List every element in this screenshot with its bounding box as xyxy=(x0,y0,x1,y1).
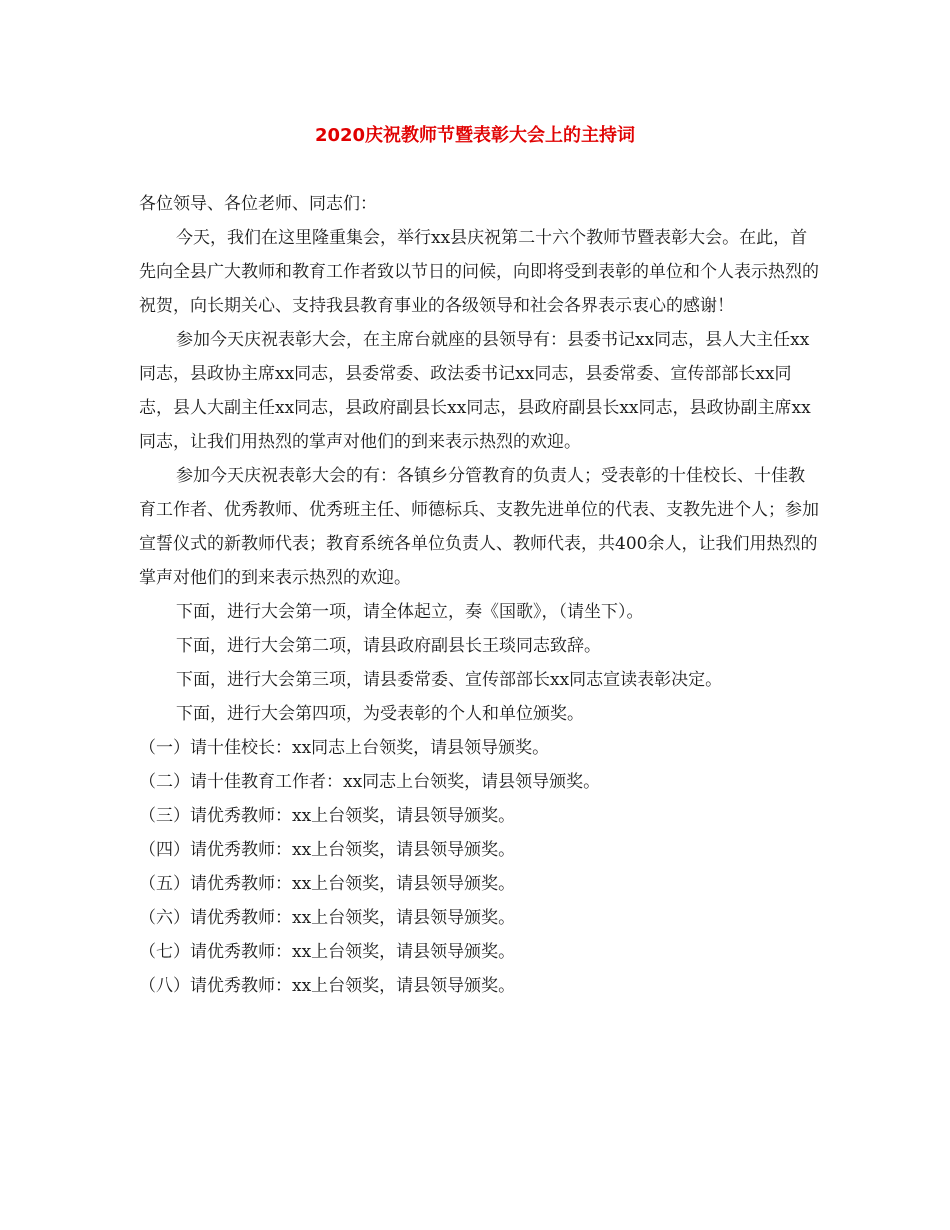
salutation: 各位领导、各位老师、同志们： xyxy=(139,194,377,214)
award-item: （五）请优秀教师：xx上台领奖，请县领导颁奖。 xyxy=(139,874,516,894)
agenda-item-2: 下面，进行大会第二项，请县政府副县长王琰同志致辞。 xyxy=(176,636,601,656)
award-item: （六）请优秀教师：xx上台领奖，请县领导颁奖。 xyxy=(139,908,516,928)
award-item: （七）请优秀教师：xx上台领奖，请县领导颁奖。 xyxy=(139,942,516,962)
agenda-item-1: 下面，进行大会第一项，请全体起立，奏《国歌》，（请坐下）。 xyxy=(176,602,644,622)
award-item: （四）请优秀教师：xx上台领奖，请县领导颁奖。 xyxy=(139,840,516,860)
document-body xyxy=(139,187,819,1003)
award-item: （八）请优秀教师：xx上台领奖，请县领导颁奖。 xyxy=(139,976,516,996)
award-item: （一）请十佳校长：xx同志上台领奖，请县领导颁奖。 xyxy=(139,738,550,758)
award-item: （二）请十佳教育工作者：xx同志上台领奖，请县领导颁奖。 xyxy=(139,772,601,792)
paragraph-attendees: 参加今天庆祝表彰大会的有：各镇乡分管教育的负责人；受表彰的十佳校长、十佳教育工作者、优秀教师、优秀班主任、师德标兵、支教先进单位的代表、支教先进个人；参加宣誓仪式的新教师代表；教育系统各单位负责人、教师代表，共400余人，让我们用热烈的掌声对他们的到来表示热烈的欢迎。 xyxy=(139,466,819,588)
agenda-item-4: 下面，进行大会第四项，为受表彰的个人和单位颁奖。 xyxy=(176,704,584,724)
agenda-item-3: 下面，进行大会第三项，请县委常委、宣传部部长xx同志宣读表彰决定。 xyxy=(176,670,723,690)
award-item: （三）请优秀教师：xx上台领奖，请县领导颁奖。 xyxy=(139,806,516,826)
paragraph-presidium-leaders: 参加今天庆祝表彰大会，在主席台就座的县领导有：县委书记xx同志，县人大主任xx同志，县政协主席xx同志，县委常委、政法委书记xx同志，县委常委、宣传部部长xx同志，县人大副主任xx同志，县政府副县长xx同志，县政府副县长xx同志，县政协副主席xx同志，让我们用热烈的掌声对他们的到来表示热烈的欢迎。 xyxy=(139,330,811,452)
document-title: 2020庆祝教师节暨表彰大会上的主持词 xyxy=(314,125,636,146)
paragraph-opening: 今天，我们在这里隆重集会，举行xx县庆祝第二十六个教师节暨表彰大会。在此，首先向全县广大教师和教育工作者致以节日的问候，向即将受到表彰的单位和个人表示热烈的祝贺，向长期关心、支持我县教育事业的各级领导和社会各界表示衷心的感谢！ xyxy=(139,228,819,316)
